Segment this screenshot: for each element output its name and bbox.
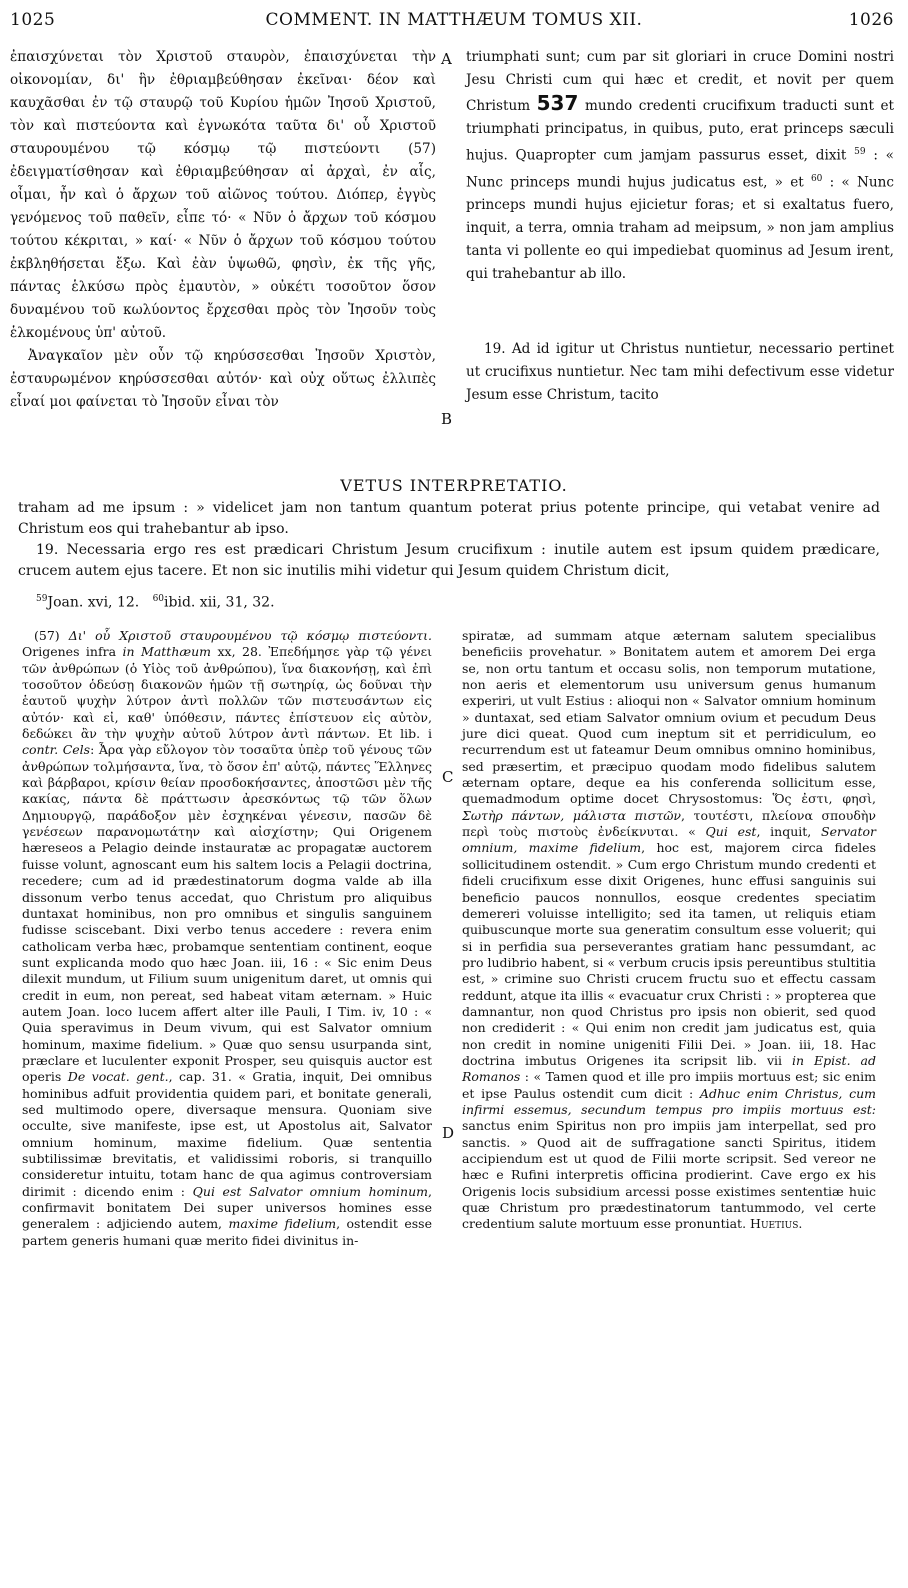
note-number: (57) bbox=[34, 628, 60, 643]
note-text: : Ἆρα γὰρ εὔλογον τὸν τοσαῦτα ὑπὲρ τοῦ γένους τῶν ἀνθρώπων τολμήσαντα, ἵνα, τὸ ὅσον ἐπ' αὐτῷ, πάντες Ἕλληνες καὶ βάρβαροι, κρίσιν θείαν προσδοκήσαντες, ἀποστῶσι μὲν τῆς κακίας, πάντα δὲ πράττωσιν ἀρεσκόντως τῷ τῶν ὅλων Δημιουργῷ, παράδοξον μὲν ἐσχηκέναι γένεσιν, πασῶν δὲ γενέσεων παρανομωτάτην καὶ αἰσχίστην; Qui Origenem hæreseos a Pelagio deinde instauratæ ac propagatæ auctorem fuisse volunt, agnoscant eum his saltem locis a Pelagii doctrina, recedere; cum ad id prædestinatorum dogma valde ab illa dissonum verbo tenus accedat, quo Christum pro aliquibus duntaxat hominibus, non pro omnibus et singulis sanguinem fudisse sciscebant. Dixi verbo tenus accedere : revera enim catholicam verba hæc, probamque sententiam continent, eoque sunt explicanda modo quo hæc Joan. iii, 16 : « Sic enim Deus dilexit mundum, ut Filium suum unigenitum daret, ut omnis qui credit in eum, non pereat, sed habeat vitam æternam. » Huic autem Joan. loco lucem affert alter ille Pauli, I Tim. iv, 10 : « Quia speravimus in Deum vivum, qui est Salvator omnium hominum, maxime fidelium. » Quæ quo sensu usurpanda sint, præclare et luculenter exponit Prosper, seu quisquis auctor est operis bbox=[22, 742, 432, 1085]
note-text: Origenes infra bbox=[22, 644, 117, 660]
latin-text: triumphati sunt; cum par sit gloriari in cruce Domini nostri Jesu Christi cum qui hæc et credit, et novit per quem Christum bbox=[466, 49, 894, 114]
note-text: spiratæ, ad summam atque æternam salutem specialibus beneficiis provehatur. » Bonitatem autem et amorem Dei erga se, non ortu tantum et occasu solis, non temporum mutatione, non aeris et elementorum usu universum genus humanum experiri, ut vult Estius : alioqui non « Salvator omnium hominum » duntaxat, sed etiam Salvator omnium ovium et pecudum Deus jure dici queat. Quod cum ineptum sit et perridiculum, eo recurrendum est ut fateamur Deum omnibus omnino hominibus, sed præsertim, et præcipuo quodam modo fidelibus salutem æternam optare, deque ea his conferenda sollicitum esse, quemadmodum optime docet Chrysostomus: Ὅς ἐστι, φησὶ, bbox=[462, 628, 876, 807]
note-paragraph bbox=[462, 628, 876, 1233]
right-page-number: 1026 bbox=[848, 10, 894, 30]
footnote-text: Joan. xvi, 12. bbox=[47, 594, 140, 611]
notes-right-column bbox=[462, 628, 876, 1233]
latin-text: mundo credenti crucifixum traducti sunt et triumphati principatus, in quibus, puto, erat princeps sæculi hujus. Quapropter cum jamjam passurus esset, dixit bbox=[466, 98, 894, 164]
greek-paragraph: Ἀναγκαῖον μὲν οὖν τῷ κηρύσσεσθαι Ἰησοῦν Χριστὸν, ἐσταυρωμένον κηρύσσεσθαι αὐτόν· καὶ οὐχ οὕτως ἐλλιπὲς εἶναί μοι φαίνεται τὸ Ἰησοῦν εἶναι τὸν bbox=[10, 348, 436, 410]
note-text-italic: De vocat. gent. bbox=[67, 1069, 169, 1085]
note-text: , confirmavit bonitatem Dei super universos homines esse generalem : adjiciendo autem, bbox=[22, 1183, 432, 1232]
note-lemma: Δι' οὗ Χριστοῦ σταυρουμένου τῷ κόσμῳ πιστεύοντι. bbox=[68, 628, 432, 643]
note-text: sanctus enim Spiritus non pro impiis jam interpellat, sed pro sanctis. » Quod ait de suffragatione sancti Spiritus, itidem accipiendum est ut quod de Filii morte scripsit. Sed vereor ne hæc e Rufini interpretis officina prodierint. Cave ergo ex his Origenis locis subsidium arcessi posse existimes sententiæ huic quæ Christum pro prædestinatorum tantummodo, vel certe credentium salute mortuum esse pronuntiat. bbox=[462, 1118, 876, 1232]
running-header bbox=[0, 10, 908, 34]
column-number: 537 bbox=[536, 91, 579, 115]
greek-text-column bbox=[10, 46, 436, 414]
greek-paragraph: ἐπαισχύνεται τὸν Χριστοῦ σταυρὸν, ἐπαισχύνεται τὴν οἰκονομίαν, δι' ἣν ἐθριαμβεύθησαν ἐκεῖναι· δέον καὶ καυχᾶσθαι ἐν τῷ σταυρῷ τοῦ Κυρίου ἡμῶν Ἰησοῦ Χριστοῦ, τὸν καὶ πιστεύοντα καὶ ἐγνωκότα ταῦτα δι' οὗ Χριστοῦ σταυρουμένου τῷ κόσμῳ τῷ πιστεύοντι (57) ἐδειγματίσθησαν καὶ ἐθριαμβεύθησαν αἱ ἀρχαὶ, ἐν αἷς, οἶμαι, ἦν καὶ ὁ ἄρχων τοῦ αἰῶνος τούτου. Διόπερ, ἐγγὺς γενόμενος τοῦ παθεῖν, εἶπε τό· « Νῦν ὁ ἄρχων τοῦ κόσμου τούτου κέκριται, » καί· « Νῦν ὁ ἄρχων τοῦ κόσμου τούτου ἐκβληθήσεται ἔξω. Καὶ ἐὰν ὑψωθῶ, φησὶν, ἐκ τῆς γῆς, πάντας ἑλκύσω πρὸς ἐμαυτὸν, » οὐκέτι τοσοῦτον ὅσον δυναμένου τοῦ κωλύοντος ἔρχεσθαι πρὸς τὸν Ἰησοῦν τοὺς ἑλκομένους ὑπ' αὐτοῦ. bbox=[10, 49, 436, 341]
vetus-paragraph: 19. Necessaria ergo res est prædicari Christum Jesum crucifixum : inutile autem est ipsum quidem prædicare, crucem autem ejus tacere. Et non sic inutilis mihi videtur qui Jesum quidem Christum dicit, bbox=[18, 542, 880, 579]
footnote-number: 59 bbox=[36, 594, 48, 604]
note-text: , cap. 31. « Gratia, inquit, Dei omnibus hominibus adfuit providentia quidem pari, et bonitate generali, sed multimodo opere, diversaque mensura. Quoniam sive occulte, sive manifeste, ipse est, ut Apostolus ait, Salvator omnium hominum, maxime fidelium. Quæ sententia subtilissimæ brevitatis, et validissimi roboris, si tranquillo consideretur intuitu, totam hanc de qua agimus controversiam dirimit : dicendo enim : bbox=[22, 1069, 432, 1199]
latin-paragraph: 19. Ad id igitur ut Christus nuntietur, necessario pertinet ut crucifixus nuntietur. Nec tam mihi defectivum esse videtur Jesum esse Christum, tacito bbox=[466, 341, 894, 404]
footnote-ref: 60 bbox=[810, 173, 823, 184]
note-text: , hoc est, majorem circa fideles sollicitudinem ostendit. » Cum ergo Christum mundo credenti et fideli crucifixum esse dixit Origenes, hunc effusi sanguinis sui beneficio paucos nonnullos, eosque credentes speciatim demereri voluisse intelligito; sed ita tamen, ut reliquis etiam quibuscunque morte sua generatim consultum esse voluerit; qui si in perfidia sua perseverantes gratiam hanc pessumdant, ac pro ludibrio habent, si « verbum crucis ipsis pereuntibus stultitia est, » crimine suo Christi crucem fructu suo et effectu cassam reddunt, atque ita illis « evacuatur crux Christi : » propterea que damnantur, non quod Christus pro ipsis non obierit, sed quod non crediderit : « Qui enim non credit jam judicatus est, quia non credit in nomine unigeniti Filii Dei. » Joan. iii, 18. Hac doctrina imbutus Origenes ita scripsit lib. vii bbox=[462, 840, 876, 1068]
note-text-italic: in Matthæum bbox=[122, 644, 212, 660]
section-title: VETUS INTERPRETATIO. bbox=[340, 476, 568, 495]
notes-left-column bbox=[22, 628, 432, 1249]
note-text-italic: contr. Cels bbox=[22, 742, 91, 758]
note-text-italic: Σωτὴρ πάντων, μάλιστα πιστῶν bbox=[462, 807, 682, 823]
latin-paragraph bbox=[466, 46, 894, 286]
margin-letter-b: B bbox=[441, 410, 453, 428]
note-text-italic: Qui est bbox=[705, 824, 757, 840]
margin-letter-a: A bbox=[441, 50, 452, 68]
note-signature: Huetius. bbox=[750, 1216, 803, 1232]
note-text: , inquit, bbox=[756, 824, 812, 840]
note-text-italic: Qui est Salvator omnium hominum bbox=[192, 1183, 429, 1199]
note-text-italic: maxime fidelium bbox=[228, 1216, 337, 1232]
note-text-italic: Servator omnium, maxime fidelium bbox=[462, 824, 877, 856]
note-text: xx, 28. Ἐπεδήμησε γὰρ τῷ γένει τῶν ἀνθρώπων (ὁ Υἱὸς τοῦ ἀνθρώπου), ἵνα διακονήσῃ, καὶ ἐπὶ τοσοῦτον ὁδεύσῃ διακονῶν ἡμῶν τῇ σωτηρίᾳ, ὡς δοῦναι τὴν ἑαυτοῦ ψυχὴν λύτρον ἀντὶ πολλῶν τῶν πιστευσάντων εἰς αὐτόν· καὶ εἰ, καθ' ὑπόθεσιν, πάντες ἐπίστευον εἰς αὐτὸν, δεδώκει ἂν τὴν ψυχὴν αὐτοῦ λύτρον ἀντὶ πάντων. Et lib. i bbox=[22, 644, 433, 742]
note-text: , τουτέστι, πλείονα σπουδὴν περὶ τοὺς πιστοὺς ἐνδείκνυται. « bbox=[462, 807, 876, 840]
note-paragraph bbox=[22, 628, 432, 1249]
margin-letter-d: D bbox=[442, 1124, 455, 1142]
footnote-text: ibid. xii, 31, 32. bbox=[164, 594, 275, 611]
footnote-number: 60 bbox=[152, 594, 165, 604]
running-title: COMMENT. IN MATTHÆUM TOMUS XII. bbox=[265, 10, 643, 30]
latin-text-column bbox=[466, 46, 894, 407]
note-text-italic: Adhuc enim Christus, cum infirmi essemus, secundum tempus pro impiis mortuus est: bbox=[462, 1085, 876, 1117]
margin-letter-c: C bbox=[442, 768, 454, 786]
vetus-interpretatio bbox=[18, 498, 880, 582]
left-page-number: 1025 bbox=[10, 10, 56, 30]
vetus-paragraph: traham ad me ipsum : » videlicet jam non tantum quantum poterat prius potente principe, qui vetabat venire ad Christum eos qui trahebantur ab ipso. bbox=[18, 500, 880, 537]
note-text: , ostendit esse partem generis humani quæ merito fidei divinitus in- bbox=[22, 1216, 432, 1248]
note-text-italic: in Epist. ad Romanos bbox=[462, 1052, 876, 1085]
footnotes bbox=[36, 594, 275, 611]
note-text: : « Tamen quod et ille pro impiis mortuus est; sic enim et ipse Paulus ostendit cum dicit : bbox=[462, 1069, 876, 1101]
footnote-ref: 59 bbox=[854, 147, 866, 157]
latin-text: : « Nunc princeps mundi hujus ejicietur foras; et si exaltatus fuero, inquit, a terra, omnia traham ad meipsum, » non jam amplius tanta vi pollente eo qui impediebat quominus ad Jesum irent, qui trahebantur ab illo. bbox=[466, 174, 894, 283]
latin-text: : « Nunc princeps mundi hujus judicatus est, » et bbox=[466, 147, 895, 191]
